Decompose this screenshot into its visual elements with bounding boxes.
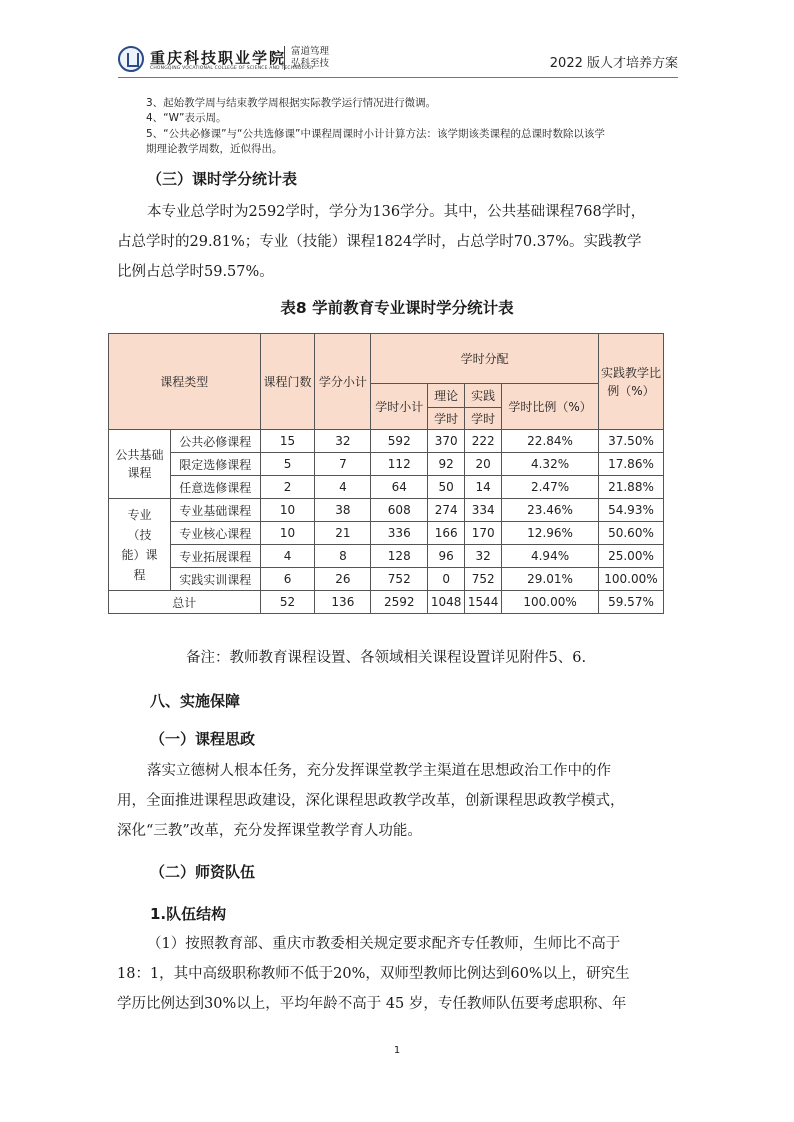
table-row <box>109 430 664 453</box>
cell-practice-ratio: 54.93% <box>598 499 663 522</box>
motto-line-2: 弘科至技 <box>291 58 330 69</box>
header-credit-subtotal: 学分小计 <box>315 334 371 430</box>
table-row <box>109 476 664 499</box>
group-label: 专业（技能）课程 <box>109 499 171 591</box>
cell-practice: 1544 <box>465 591 502 614</box>
header-hour-subtotal: 学时小计 <box>371 384 428 430</box>
table-row <box>109 499 664 522</box>
cell-total: 64 <box>371 476 428 499</box>
cell-credits: 38 <box>315 499 371 522</box>
note-line: 4、“W”表示周。 <box>146 112 227 124</box>
cell-practice-ratio: 59.57% <box>598 591 663 614</box>
cell-total: 592 <box>371 430 428 453</box>
cell-credits: 4 <box>315 476 371 499</box>
cell-credits: 26 <box>315 568 371 591</box>
cell-count: 5 <box>260 453 315 476</box>
cell-practice: 32 <box>465 545 502 568</box>
cell-ratio: 4.32% <box>502 453 599 476</box>
cell-practice-ratio: 17.86% <box>598 453 663 476</box>
cell-theory: 50 <box>428 476 465 499</box>
cell-count: 10 <box>260 522 315 545</box>
row-name: 实践实训课程 <box>170 568 260 591</box>
cell-practice: 170 <box>465 522 502 545</box>
cell-total: 2592 <box>371 591 428 614</box>
header-practice-hours: 学时 <box>465 408 502 430</box>
note-line: 3、起始教学周与结束教学周根据实际教学运行情况进行微调。 <box>146 97 437 109</box>
cell-total: 112 <box>371 453 428 476</box>
paragraph-line: 学历比例达到30%以上，平均年龄不高于 45 岁，专任教师队伍要考虑职称、年 <box>117 996 627 1012</box>
paragraph-line: 落实立德树人根本任务，充分发挥课堂教学主渠道在思想政治工作中的作 <box>147 763 611 779</box>
cell-count: 10 <box>260 499 315 522</box>
sub-subheading: 1.队伍结构 <box>150 905 227 923</box>
table-title: 表8 学前教育专业课时学分统计表 <box>280 299 514 317</box>
cell-count: 4 <box>260 545 315 568</box>
cell-practice-ratio: 21.88% <box>598 476 663 499</box>
school-english-name: CHONGQING VOCATIONAL COLLEGE OF SCIENCE AND TECHNOLOGY <box>150 66 315 71</box>
cell-count: 6 <box>260 568 315 591</box>
cell-count: 2 <box>260 476 315 499</box>
page-number: 1 <box>393 1045 401 1056</box>
row-name: 任意选修课程 <box>170 476 260 499</box>
cell-credits: 7 <box>315 453 371 476</box>
cell-ratio: 100.00% <box>502 591 599 614</box>
note-line: 期理论教学周数，近似得出。 <box>146 143 283 155</box>
header-theory: 理论 <box>428 384 465 408</box>
group-label: 公共基础课程 <box>109 430 171 499</box>
cell-theory: 96 <box>428 545 465 568</box>
table-row <box>109 453 664 476</box>
cell-total: 336 <box>371 522 428 545</box>
cell-ratio: 29.01% <box>502 568 599 591</box>
cell-practice: 334 <box>465 499 502 522</box>
cell-total: 608 <box>371 499 428 522</box>
cell-practice-ratio: 37.50% <box>598 430 663 453</box>
header-hour-distribution: 学时分配 <box>371 334 599 384</box>
motto-line-1: 富道笃理 <box>291 46 330 57</box>
cell-credits: 136 <box>315 591 371 614</box>
school-logo-icon <box>118 46 144 72</box>
cell-theory: 370 <box>428 430 465 453</box>
table-remark: 备注：教师教育课程设置、各领域相关课程设置详见附件5、6. <box>186 650 587 666</box>
cell-theory: 166 <box>428 522 465 545</box>
table-total-row <box>109 591 664 614</box>
cell-credits: 21 <box>315 522 371 545</box>
table-row <box>109 522 664 545</box>
document-title: 2022 版人才培养方案 <box>549 56 678 71</box>
cell-credits: 8 <box>315 545 371 568</box>
table-row <box>109 568 664 591</box>
header-practice: 实践 <box>465 384 502 408</box>
cell-total: 128 <box>371 545 428 568</box>
cell-ratio: 23.46% <box>502 499 599 522</box>
cell-theory: 92 <box>428 453 465 476</box>
paragraph-line: 比例占总学时59.57%。 <box>117 264 274 280</box>
section-heading: 八、实施保障 <box>150 692 241 710</box>
header-course-type: 课程类型 <box>109 334 261 430</box>
school-name: 重庆科技职业学院 <box>150 49 287 67</box>
header-hour-ratio: 学时比例（%） <box>502 384 599 430</box>
course-stats-table-body <box>108 333 664 614</box>
cell-practice-ratio: 100.00% <box>598 568 663 591</box>
cell-practice: 752 <box>465 568 502 591</box>
cell-ratio: 4.94% <box>502 545 599 568</box>
section-paragraph <box>117 197 682 287</box>
cell-ratio: 12.96% <box>502 522 599 545</box>
paragraph-line: （1）按照教育部、重庆市教委相关规定要求配齐专任教师，生师比不高于 <box>147 936 621 952</box>
header-divider <box>118 77 678 78</box>
cell-theory: 0 <box>428 568 465 591</box>
cell-count: 52 <box>260 591 315 614</box>
subsection-heading: （二）师资队伍 <box>150 863 256 881</box>
paragraph-line: 18：1，其中高级职称教师不低于20%，双师型教师比例达到60%以上，研究生 <box>117 966 630 982</box>
cell-total: 752 <box>371 568 428 591</box>
header-course-count: 课程门数 <box>260 334 315 430</box>
paragraph-line: 用，全面推进课程思政建设，深化课程思政教学改革，创新课程思政教学模式， <box>117 793 625 809</box>
paragraph-line: 占总学时的29.81%；专业（技能）课程1824学时，占总学时70.37%。实践教学 <box>117 234 642 250</box>
row-name: 专业核心课程 <box>170 522 260 545</box>
cell-practice-ratio: 25.00% <box>598 545 663 568</box>
subsection-paragraph <box>117 756 682 846</box>
cell-theory: 274 <box>428 499 465 522</box>
cell-practice: 14 <box>465 476 502 499</box>
section-heading: （三）课时学分统计表 <box>147 170 298 188</box>
cell-practice-ratio: 50.60% <box>598 522 663 545</box>
page-header <box>118 44 678 76</box>
paragraph-line: 深化“三教”改革，充分发挥课堂教学育人功能。 <box>117 823 422 839</box>
school-motto <box>284 46 341 70</box>
total-label: 总计 <box>109 591 261 614</box>
cell-ratio: 2.47% <box>502 476 599 499</box>
row-name: 公共必修课程 <box>170 430 260 453</box>
row-name: 限定选修课程 <box>170 453 260 476</box>
cell-theory: 1048 <box>428 591 465 614</box>
cell-practice: 20 <box>465 453 502 476</box>
cell-ratio: 22.84% <box>502 430 599 453</box>
subsection-paragraph <box>117 929 682 1019</box>
cell-count: 15 <box>260 430 315 453</box>
row-name: 专业基础课程 <box>170 499 260 522</box>
paragraph-line: 本专业总学时为2592学时，学分为136学分。其中，公共基础课程768学时， <box>147 204 646 220</box>
row-name: 专业拓展课程 <box>170 545 260 568</box>
cell-credits: 32 <box>315 430 371 453</box>
table-row <box>109 545 664 568</box>
subsection-heading: （一）课程思政 <box>150 730 256 748</box>
header-practice-ratio: 实践教学比例（%） <box>598 334 663 430</box>
note-line: 5、“公共必修课”与“公共选修课”中课程周课时小计计算方法：该学期该类课程的总课时数除以该学 <box>146 128 605 140</box>
header-theory-hours: 学时 <box>428 408 465 430</box>
cell-practice: 222 <box>465 430 502 453</box>
